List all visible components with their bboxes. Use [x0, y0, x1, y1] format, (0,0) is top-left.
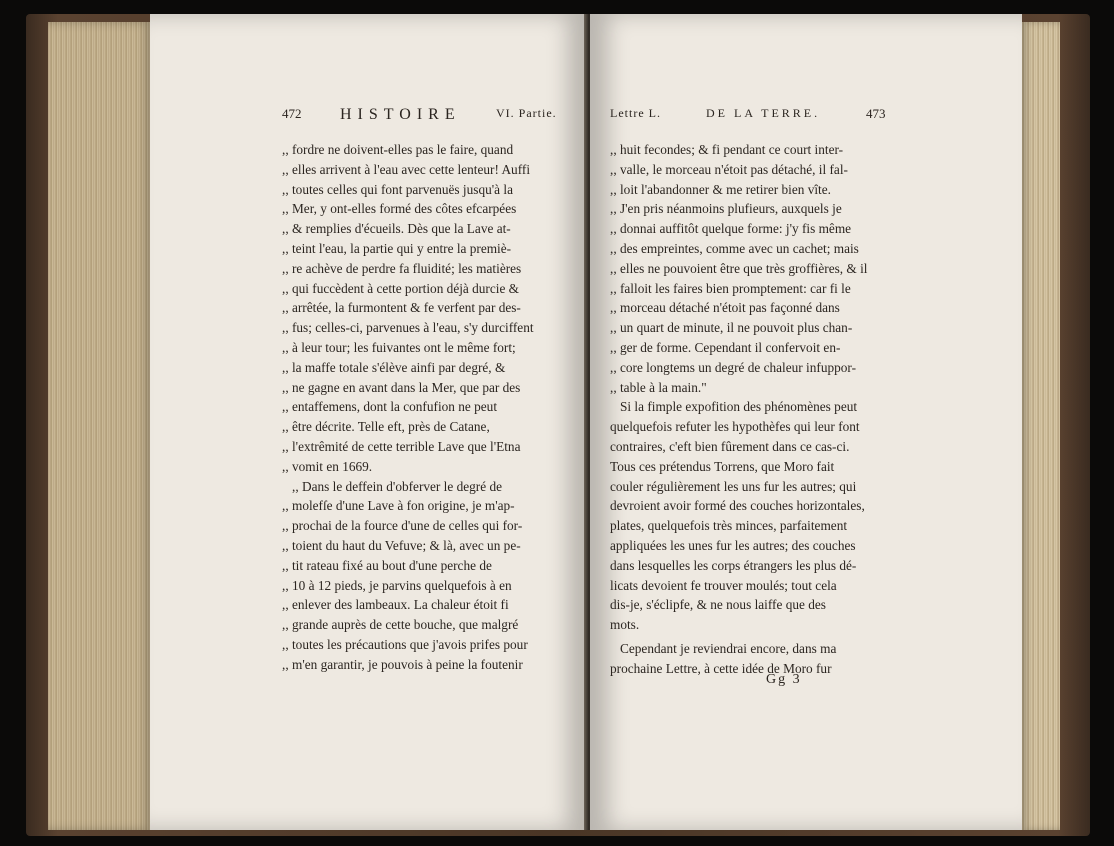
- body-line: ,, être décrite. Telle eft, près de Catane,: [282, 419, 490, 435]
- body-line: quelquefois refuter les hypothèfes qui leur font: [610, 419, 860, 435]
- body-line: ,, re achève de perdre fa fluidité; les matières: [282, 260, 522, 276]
- body-line: ,, Mer, y ont-elles formé des côtes efcarpées: [282, 201, 517, 217]
- body-line: ,, elles arrivent à l'eau avec cette lenteur! Auffi: [282, 161, 531, 177]
- body-line: ,, tit rateau fixé au bout d'une perche de: [282, 557, 492, 573]
- body-line: ,, ne gagne en avant dans la Mer, que par des: [282, 379, 521, 395]
- body-line: appliquées les unes fur les autres; des couches: [610, 537, 856, 553]
- body-line: ,, vomit en 1669.: [282, 458, 373, 474]
- quoted-line: ,, table à la main.": [610, 379, 707, 395]
- body-line: prochaine Lettre, à cette idée de Moro fur: [610, 660, 832, 676]
- body-line: ,, entaffemens, dont la confufion ne peut: [282, 399, 498, 415]
- quoted-line: ,, un quart de minute, il ne pouvoit plus chan-: [610, 320, 853, 336]
- quoted-line: ,, core longtems un degré de chaleur infuppor-: [610, 359, 857, 375]
- quoted-line: ,, morceau détaché n'étoit pas façonné dans: [610, 300, 840, 316]
- body-line: Si la fimple expofition des phénomènes peut: [620, 399, 858, 415]
- body-line: ,, Dans le deffein d'obferver le degré de: [292, 478, 503, 494]
- quoted-line: ,, loit l'abandonner & me retirer bien vîte.: [610, 181, 831, 197]
- left-page-number: 472: [282, 106, 302, 121]
- body-line: ,, l'extrêmité de cette terrible Lave que l'Etna: [282, 438, 521, 454]
- right-left-header: Lettre L.: [610, 106, 661, 120]
- body-line: ,, enlever des lambeaux. La chaleur étoit fi: [282, 597, 509, 613]
- body-line: dis-je, s'éclipfe, & ne nous laiffe que des: [610, 597, 826, 613]
- right-page: [590, 14, 1022, 830]
- body-line: ,, toient du haut du Vefuve; & là, avec un pe-: [282, 537, 521, 553]
- body-line: ,, toutes celles qui font parvenuës jusqu'à la: [282, 181, 513, 197]
- quoted-line: ,, des empreintes, comme avec un cachet; mais: [610, 240, 859, 256]
- body-line: ,, à leur tour; les fuivantes ont le même fort;: [282, 339, 516, 355]
- body-line: devroient avoir formé des couches horizontales,: [610, 498, 865, 514]
- quoted-line: ,, huit fecondes; & fi pendant ce court inter-: [610, 142, 844, 157]
- body-line: contraires, c'eft bien fûrement dans ce cas-ci.: [610, 438, 850, 454]
- body-line: Cependant je reviendrai encore, dans ma: [620, 640, 837, 656]
- body-line: licats devoient fe trouver moulés; tout cela: [610, 577, 837, 593]
- right-running-title: DE LA TERRE.: [706, 106, 821, 120]
- right-body-text: [610, 140, 888, 679]
- body-line: ,, arrêtée, la furmontent & fe verfent par des-: [282, 300, 521, 316]
- quoted-line: ,, elles ne pouvoient être que très groffières, & il: [610, 260, 868, 276]
- body-line: ,, qui fuccèdent à cette portion déjà durcie &: [282, 280, 520, 296]
- quoted-line: ,, falloit les faires bien promptement: car fi le: [610, 280, 851, 296]
- body-line: ,, m'en garantir, je pouvois à peine la foutenir: [282, 656, 523, 672]
- left-running-title: HISTOIRE: [340, 106, 461, 123]
- left-body-text: [282, 140, 572, 675]
- body-line: ,, 10 à 12 pieds, je parvins quelquefois à en: [282, 577, 512, 593]
- quoted-line: ,, donnai auffitôt quelque forme: j'y fis même: [610, 221, 852, 237]
- body-line: ,, fus; celles-ci, parvenues à l'eau, s'y durciffent: [282, 320, 534, 336]
- body-line: Tous ces prétendus Torrens, que Moro fait: [610, 458, 835, 474]
- body-line: ,, la maffe totale s'élève ainfi par degré, &: [282, 359, 506, 375]
- body-line: ,, fordre ne doivent-elles pas le faire, quand: [282, 142, 514, 157]
- body-line: ,, toutes les précautions que j'avois prifes pour: [282, 636, 528, 652]
- body-line: plates, quelquefois très minces, parfaitement: [610, 518, 848, 534]
- body-line: ,, molefſe d'une Lave à fon origine, je m'ap-: [282, 498, 515, 514]
- body-line: ,, grande auprès de cette bouche, que malgré: [282, 617, 519, 633]
- body-line: ,, & remplies d'écueils. Dès que la Lave at-: [282, 221, 511, 237]
- body-line: mots.: [610, 617, 640, 633]
- body-line: dans lesquelles les corps étrangers les plus dé-: [610, 557, 857, 573]
- right-page-edges: [1020, 22, 1060, 830]
- right-page-number: 473: [866, 106, 886, 121]
- quoted-line: ,, ger de forme. Cependant il confervoit en-: [610, 339, 841, 355]
- left-page: [150, 14, 586, 830]
- left-section-label: VI. Partie.: [496, 106, 557, 120]
- body-line: couler régulièrement les uns fur les autres; qui: [610, 478, 857, 494]
- left-page-edges: [48, 22, 152, 830]
- quoted-line: ,, valle, le morceau n'étoit pas détaché, il fal-: [610, 161, 848, 177]
- signature-mark: Gg 3: [766, 672, 802, 687]
- body-line: ,, teint l'eau, la partie qui y entre la premiè-: [282, 240, 512, 256]
- quoted-line: ,, J'en pris néanmoins plufieurs, auxquels je: [610, 201, 842, 217]
- body-line: ,, prochai de la fource d'une de celles qui for-: [282, 518, 523, 534]
